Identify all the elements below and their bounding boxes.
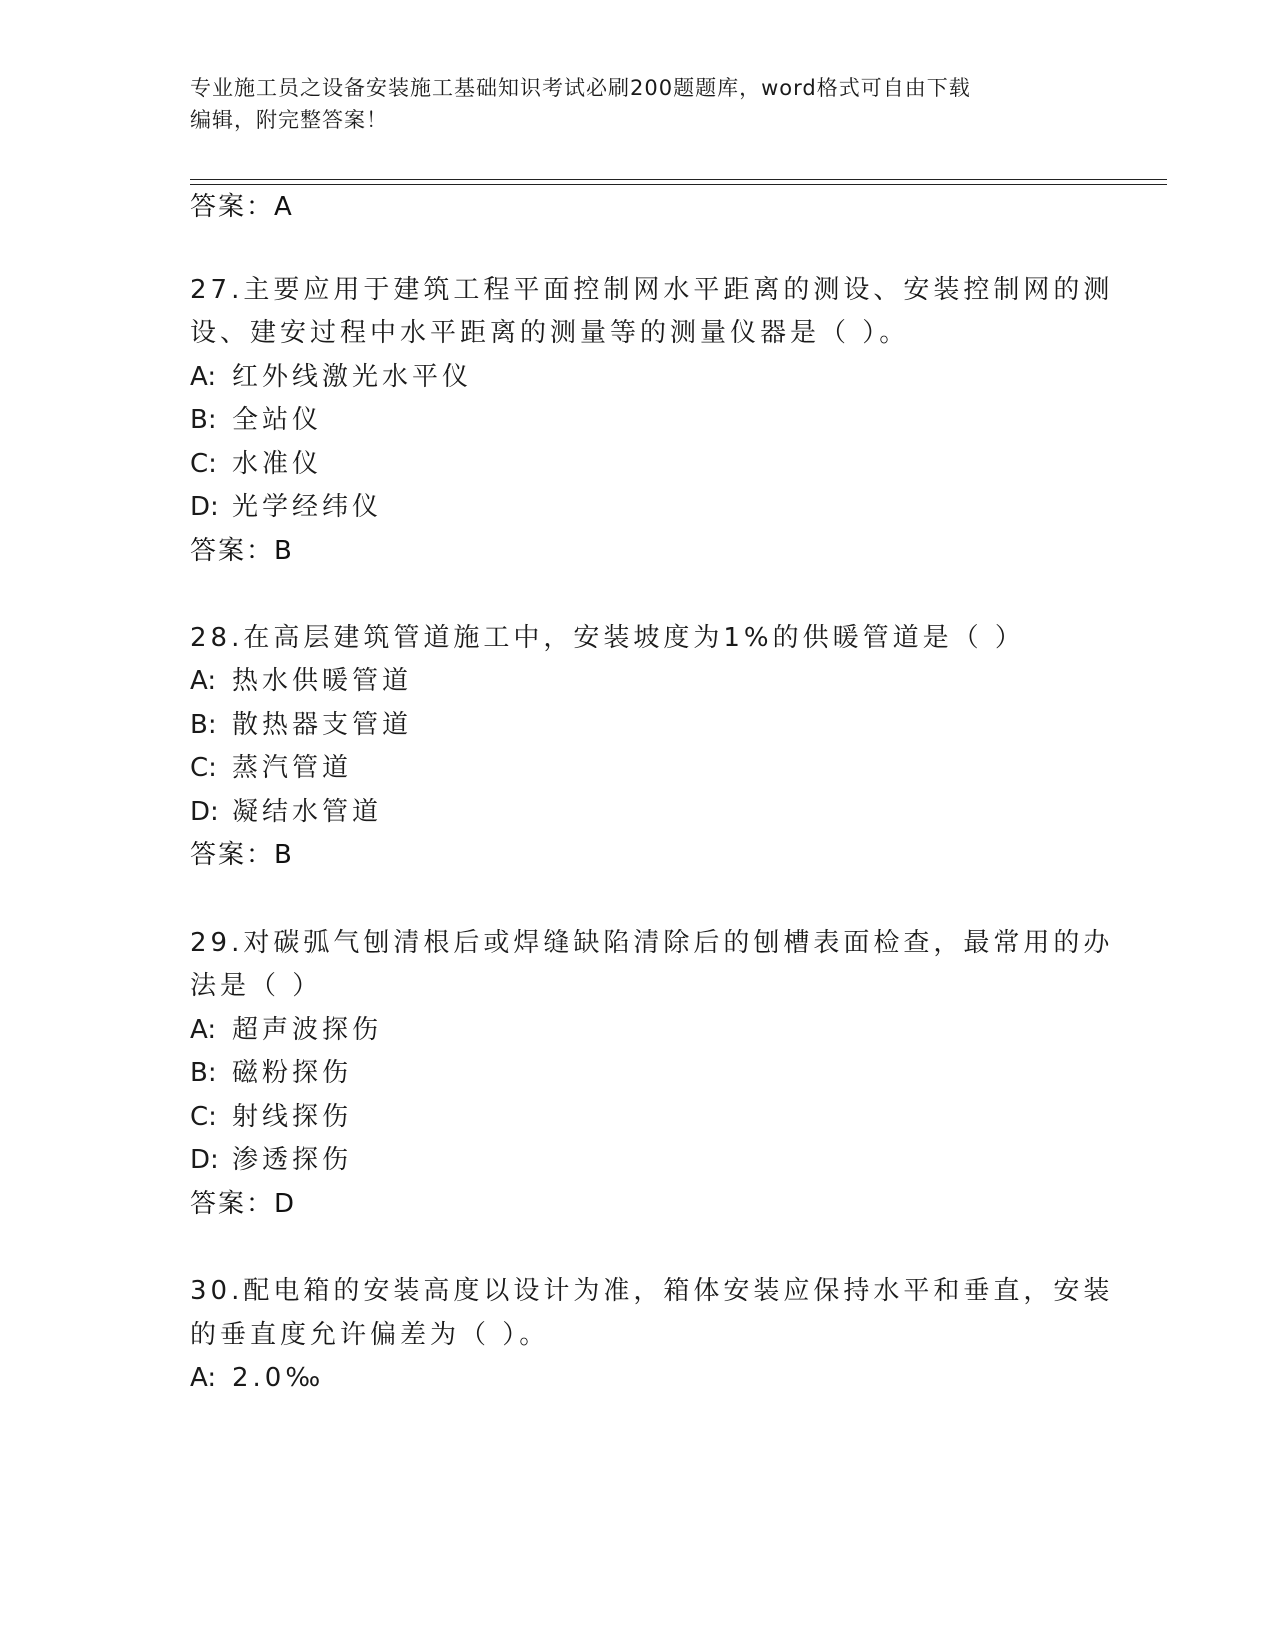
header-divider-bottom xyxy=(190,184,1167,185)
option-letter: B: xyxy=(190,710,217,740)
question-29-option-a xyxy=(190,1013,1090,1047)
question-27-answer: 答案：B xyxy=(190,536,294,566)
option-letter: A: xyxy=(190,666,217,696)
header-title-line-1: 专业施工员之设备安装施工基础知识考试必刷200题题库，word格式可自由下载 xyxy=(190,76,971,100)
question-29-option-c xyxy=(190,1100,1090,1134)
option-text: 超声波探伤 xyxy=(232,1015,383,1045)
question-29-stem-line-1: 29.对碳弧气刨清根后或焊缝缺陷清除后的刨槽表面检查，最常用的办 xyxy=(190,928,1114,958)
option-text: 2.0‰ xyxy=(232,1363,325,1393)
option-letter: D: xyxy=(190,492,219,522)
option-text: 散热器支管道 xyxy=(232,710,413,740)
option-letter: B: xyxy=(190,405,217,435)
question-27-stem-line-2: 设、建安过程中水平距离的测量等的测量仪器是（ ）。 xyxy=(190,318,910,348)
option-text: 水准仪 xyxy=(232,449,323,479)
option-text: 光学经纬仪 xyxy=(232,492,383,522)
question-30-stem-line-2: 的垂直度允许偏差为（ ）。 xyxy=(190,1320,550,1350)
option-text: 全站仪 xyxy=(232,405,323,435)
option-letter: B: xyxy=(190,1058,217,1088)
question-29-option-b xyxy=(190,1056,1090,1090)
option-text: 磁粉探伤 xyxy=(232,1058,353,1088)
question-27-stem-line-1: 27.主要应用于建筑工程平面控制网水平距离的测设、安装控制网的测 xyxy=(190,275,1114,305)
option-letter: D: xyxy=(190,797,219,827)
question-28-option-a xyxy=(190,664,1090,698)
document-header xyxy=(190,72,1090,136)
option-letter: A: xyxy=(190,362,217,392)
option-text: 射线探伤 xyxy=(232,1102,353,1132)
option-text: 渗透探伤 xyxy=(232,1145,353,1175)
question-29-stem-line-2: 法是（ ） xyxy=(190,971,323,1001)
header-divider-top xyxy=(190,179,1167,180)
question-29-option-d xyxy=(190,1143,1090,1177)
question-27-option-c xyxy=(190,447,1090,481)
option-text: 红外线激光水平仪 xyxy=(232,362,473,392)
question-28-option-c xyxy=(190,751,1090,785)
header-title-line-2: 编辑，附完整答案！ xyxy=(190,108,388,132)
question-30-option-a xyxy=(190,1361,1090,1395)
question-27-option-d xyxy=(190,490,1090,524)
question-29-answer: 答案：D xyxy=(190,1189,297,1219)
option-text: 蒸汽管道 xyxy=(232,753,353,783)
question-28-stem-line-1: 28.在高层建筑管道施工中，安装坡度为1%的供暖管道是（ ） xyxy=(190,623,1025,653)
previous-answer: 答案：A xyxy=(190,192,294,222)
option-letter: C: xyxy=(190,753,217,783)
question-28-answer: 答案：B xyxy=(190,840,294,870)
question-27-option-b xyxy=(190,403,1090,437)
question-28-option-b xyxy=(190,708,1090,742)
option-text: 凝结水管道 xyxy=(232,797,383,827)
option-text: 热水供暖管道 xyxy=(232,666,413,696)
option-letter: D: xyxy=(190,1145,219,1175)
option-letter: A: xyxy=(190,1015,217,1045)
question-28-option-d xyxy=(190,795,1090,829)
option-letter: C: xyxy=(190,449,217,479)
option-letter: A: xyxy=(190,1363,217,1393)
question-27-option-a xyxy=(190,360,1090,394)
option-letter: C: xyxy=(190,1102,217,1132)
question-30-stem-line-1: 30.配电箱的安装高度以设计为准，箱体安装应保持水平和垂直，安装 xyxy=(190,1276,1114,1306)
